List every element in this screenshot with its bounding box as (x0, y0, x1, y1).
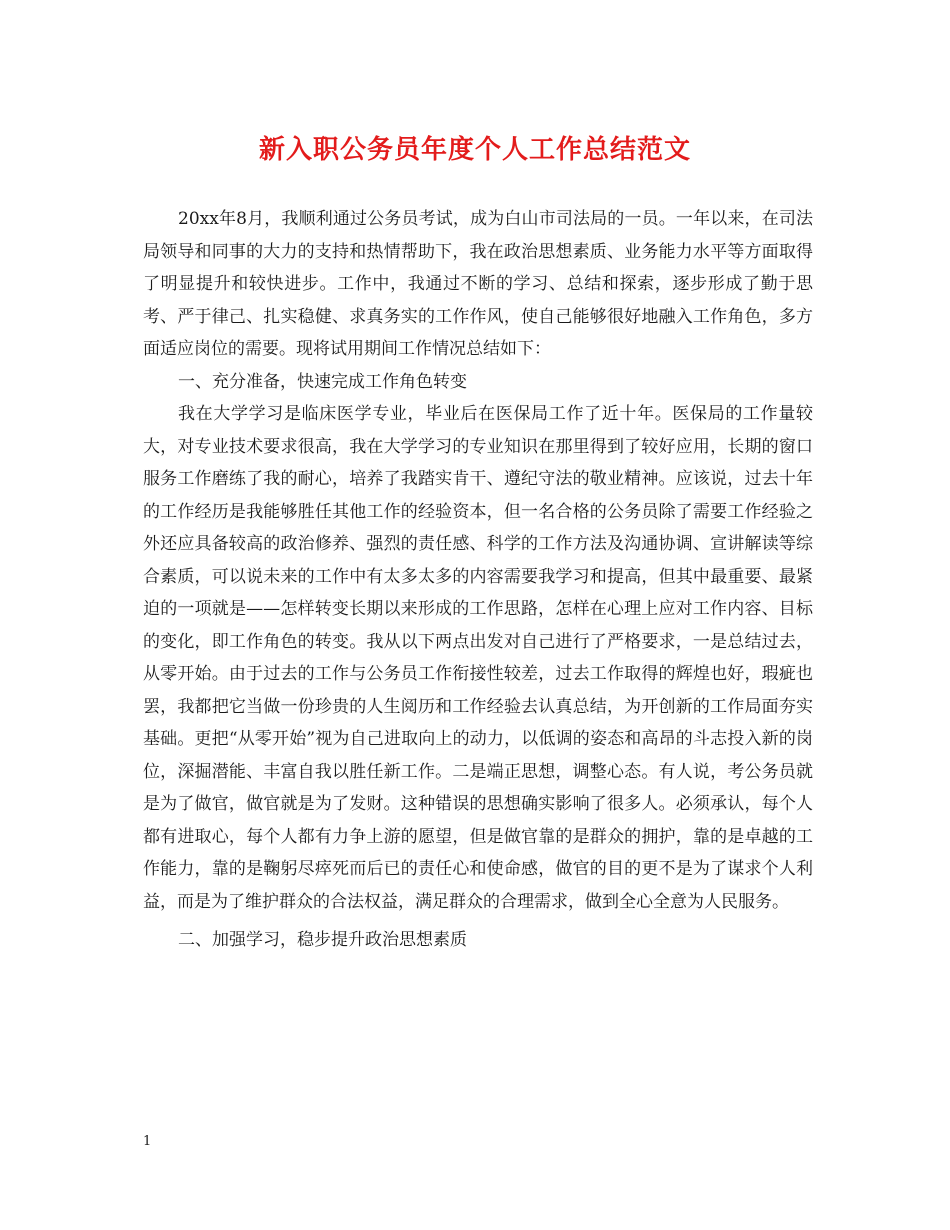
intro-paragraph: 20xx年8月，我顺利通过公务员考试，成为白山市司法局的一员。一年以来，在司法局领导和同事的大力的支持和热情帮助下，我在政治思想素质、业务能力水平等方面取得了明显提升和较快进步。工作中，我通过不断的学习、总结和探索，逐步形成了勤于思考、严于律己、扎实稳健、求真务实的工作作风，使自己能够很好地融入工作角色，多方面适应岗位的需要。现将试用期间工作情况总结如下： (143, 209, 813, 359)
document-body (143, 203, 813, 957)
section-heading-2: 二、加强学习，稳步提升政治思想素质 (178, 930, 467, 950)
document-title: 新入职公务员年度个人工作总结范文 (258, 135, 691, 165)
section-1-paragraph: 我在大学学习是临床医学专业，毕业后在医保局工作了近十年。医保局的工作量较大，对专业技术要求很高，我在大学学习的专业知识在那里得到了较好应用，长期的窗口服务工作磨练了我的耐心，培养了我踏实肯干、遵纪守法的敬业精神。应该说，过去十年的工作经历是我能够胜任其他工作的经验资本，但一名合格的公务员除了需要工作经验之外还应具备较高的政治修养、强烈的责任感、科学的工作方法及沟通协调、宣讲解读等综合素质，可以说未来的工作中有太多太多的内容需要我学习和提高，但其中最重要、最紧迫的一项就是——怎样转变长期以来形成的工作思路，怎样在心理上应对工作内容、目标的变化，即工作角色的转变。我从以下两点出发对自己进行了严格要求，一是总结过去，从零开始。由于过去的工作与公务员工作衔接性较差，过去工作取得的辉煌也好，瑕疵也罢，我都把它当做一份珍贵的人生阅历和工作经验去认真总结，为开创新的工作局面夯实基础。更把“从零开始”视为自己进取向上的动力，以低调的姿态和高昂的斗志投入新的岗位，深掘潜能、丰富自我以胜任新工作。二是端正思想，调整心态。有人说，考公务员就是为了做官，做官就是为了发财。这种错误的思想确实影响了很多人。必须承认，每个人都有进取心，每个人都有力争上游的愿望，但是做官靠的是群众的拥护，靠的是卓越的工作能力，靠的是鞠躬尽瘁死而后已的责任心和使命感，做官的目的更不是为了谋求个人利益，而是为了维护群众的合法权益，满足群众的合理需求，做到全心全意为人民服务。 (143, 404, 813, 912)
section-heading-1: 一、充分准备，快速完成工作角色转变 (178, 371, 467, 392)
page-number: 1 (143, 1134, 152, 1149)
